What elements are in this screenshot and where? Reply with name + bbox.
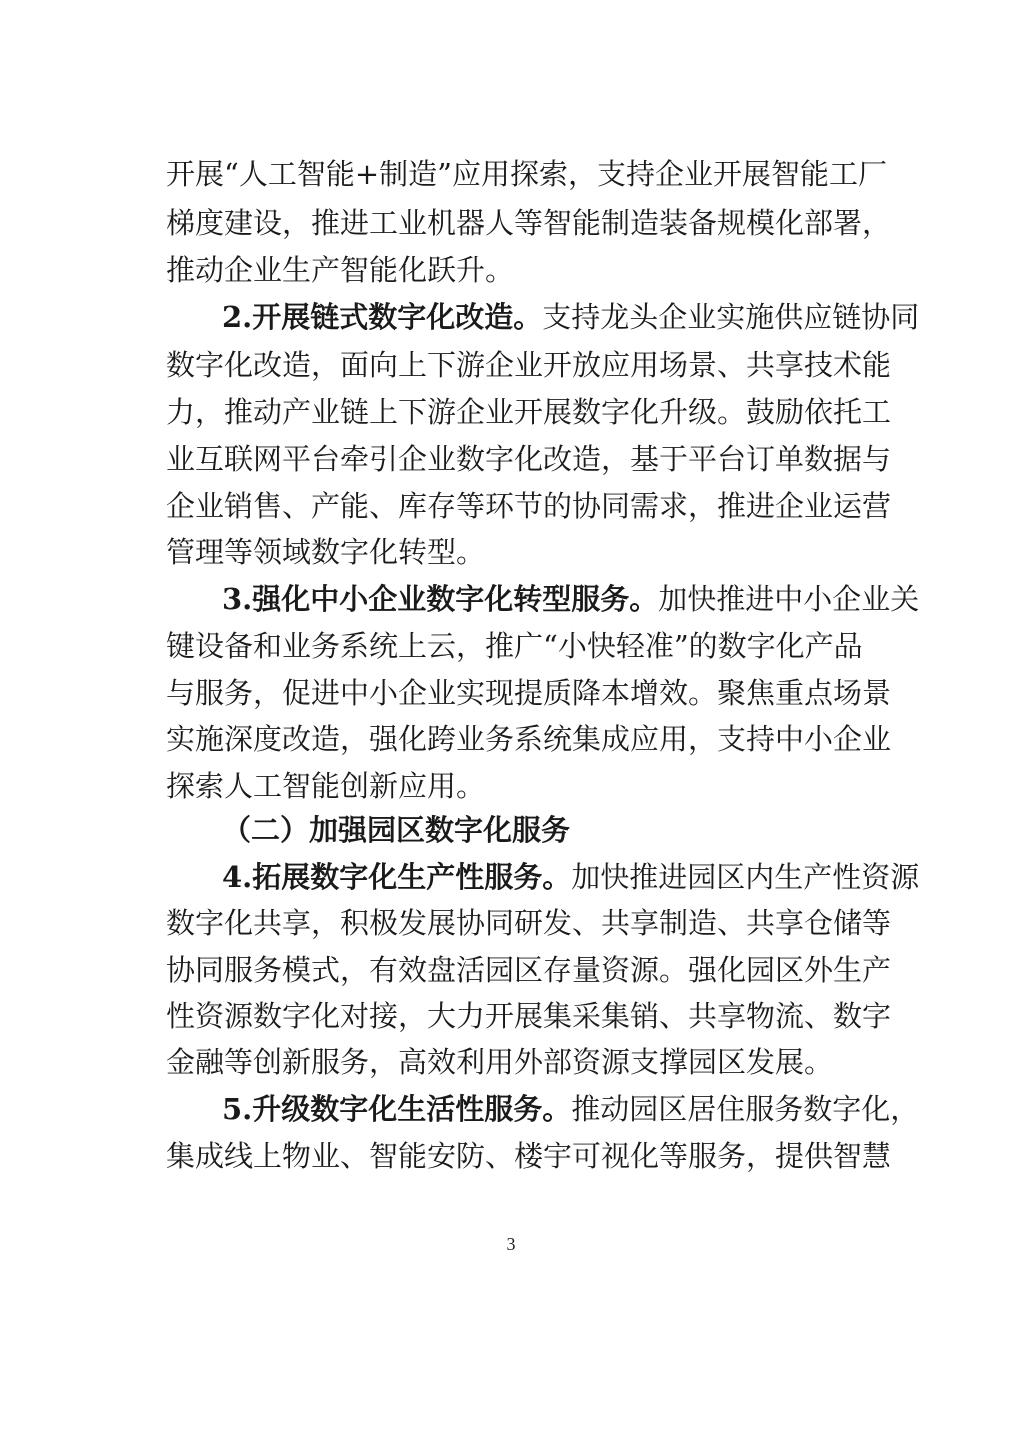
item-4-text: 加快推进园区内生产性资源: [571, 860, 920, 894]
paragraph-line: 协同服务模式，有效盘活园区存量资源。强化园区外生产: [166, 953, 892, 987]
item-2-text: 支持龙头企业实施供应链协同: [542, 300, 920, 334]
paragraph-line: 性资源数字化对接，大力开展集采集销、共享物流、数字: [166, 999, 892, 1033]
paragraph-line: 企业销售、产能、库存等环节的协同需求，推进企业运营: [166, 489, 892, 523]
item-2-title: 2.开展链式数字化改造。: [222, 300, 543, 334]
paragraph-line: 与服务，促进中小企业实现提质降本增效。聚焦重点场景: [166, 676, 892, 710]
paragraph-line: 集成线上物业、智能安防、楼宇可视化等服务，提供智慧: [166, 1139, 892, 1173]
paragraph-line: 开展“人工智能+制造”应用探索，支持企业开展智能工厂: [166, 157, 887, 191]
paragraph-line: 管理等领域数字化转型。: [166, 535, 486, 569]
item-5-text: 推动园区居住服务数字化，: [571, 1092, 920, 1126]
paragraph-line: 金融等创新服务，高效利用外部资源支撑园区发展。: [166, 1045, 834, 1079]
paragraph-line: 梯度建设，推进工业机器人等智能制造装备规模化部署，: [166, 206, 892, 240]
paragraph-line: 业互联网平台牵引企业数字化改造，基于平台订单数据与: [166, 442, 892, 476]
section-heading: （二）加强园区数字化服务: [222, 813, 571, 847]
item-3-first-line: [222, 582, 920, 616]
item-5-title: 5.升级数字化生活性服务。: [222, 1092, 572, 1126]
paragraph-line: 实施深度改造，强化跨业务系统集成应用，支持中小企业: [166, 722, 892, 756]
paragraph-line: 推动企业生产智能化跃升。: [166, 253, 515, 287]
item-3-title: 3.强化中小企业数字化转型服务。: [222, 582, 659, 616]
paragraph-line: 力，推动产业链上下游企业开展数字化升级。鼓励依托工: [166, 395, 892, 429]
paragraph-line: 数字化共享，积极发展协同研发、共享制造、共享仓储等: [166, 906, 892, 940]
item-4-first-line: [222, 860, 920, 894]
item-2-first-line: [222, 300, 920, 334]
paragraph-line: 键设备和业务系统上云，推广“小快轻准”的数字化产品: [166, 629, 863, 663]
item-3-text: 加快推进中小企业关: [658, 582, 920, 616]
paragraph-line: 数字化改造，面向上下游企业开放应用场景、共享技术能: [166, 348, 892, 382]
item-4-title: 4.拓展数字化生产性服务。: [222, 860, 572, 894]
paragraph-line: 探索人工智能创新应用。: [166, 769, 486, 803]
page-number: 3: [506, 1234, 516, 1254]
item-5-first-line: [222, 1092, 920, 1126]
